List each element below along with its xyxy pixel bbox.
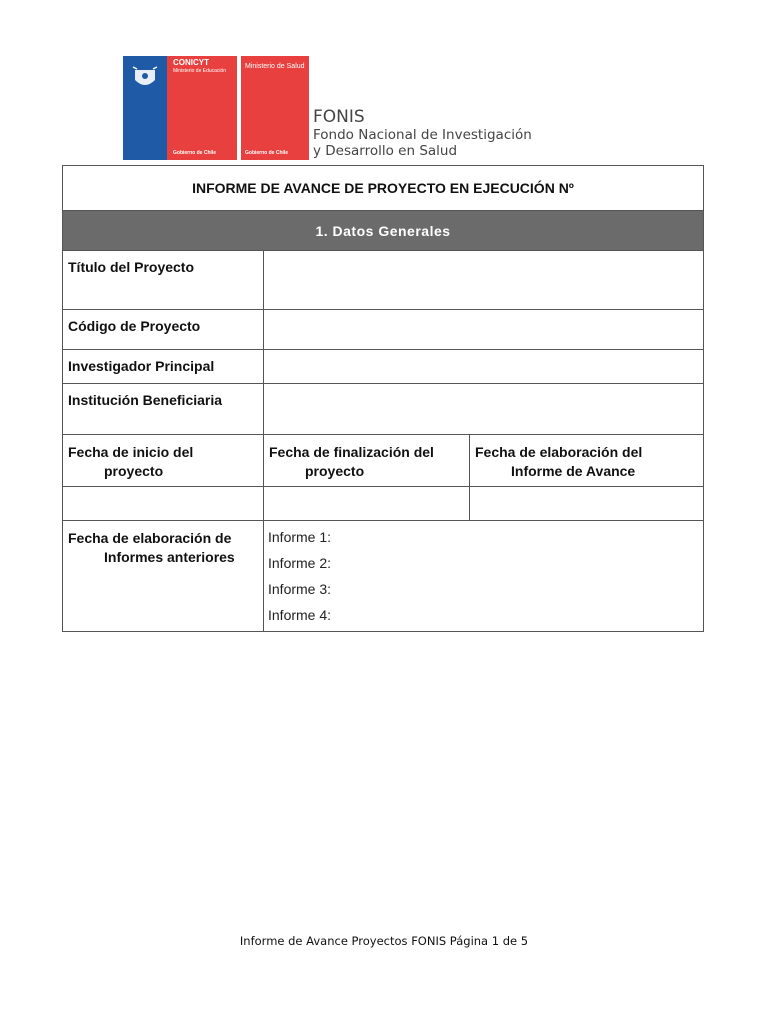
ministerio-salud-text: Ministerio de Salud	[245, 63, 305, 70]
ministerio-educacion-text: Ministerio de Educación	[173, 68, 227, 74]
fecha-fin-label-line2: proyecto	[305, 463, 365, 479]
codigo-field[interactable]	[264, 310, 704, 350]
titulo-label: Título del Proyecto	[63, 251, 264, 310]
ministerio-salud-logo	[241, 56, 309, 160]
fecha-elaboracion-field[interactable]	[470, 487, 704, 521]
informe-2: Informe 2:	[268, 555, 332, 571]
investigador-label: Investigador Principal	[63, 350, 264, 384]
informes-anteriores-label	[63, 521, 264, 632]
chile-coat-of-arms-icon	[131, 64, 159, 92]
fecha-elaboracion-label-line1: Fecha de elaboración del	[475, 444, 643, 460]
fecha-inicio-label-line2: proyecto	[104, 463, 164, 479]
gobierno-text-2: Gobierno de Chile	[245, 149, 289, 156]
investigador-field[interactable]	[264, 350, 704, 384]
conicyt-logo	[123, 56, 237, 160]
fecha-inicio-label-line1: Fecha de inicio del	[68, 444, 194, 460]
informe-3: Informe 3:	[268, 581, 332, 597]
informes-anteriores-field[interactable]	[264, 521, 704, 632]
fonis-subtitle-line2: y Desarrollo en Salud	[313, 143, 458, 159]
page-footer: Informe de Avance Proyectos FONIS Página 1 de 5	[239, 934, 529, 948]
fecha-fin-label	[264, 435, 470, 487]
fecha-elaboracion-label-line2: Informe de Avance	[511, 463, 636, 479]
datos-generales-form	[62, 165, 704, 632]
conicyt-text: CONICYT	[173, 58, 209, 67]
fecha-fin-label-line1: Fecha de finalización del	[269, 444, 434, 460]
informe-1: Informe 1:	[268, 529, 332, 545]
fecha-elaboracion-label	[470, 435, 704, 487]
fecha-inicio-label	[63, 435, 264, 487]
informe-4: Informe 4:	[268, 607, 332, 623]
fecha-fin-field[interactable]	[264, 487, 470, 521]
informes-anteriores-label-line2: Informes anteriores	[104, 549, 235, 565]
fonis-subtitle-line1: Fondo Nacional de Investigación	[313, 127, 532, 143]
fecha-inicio-field[interactable]	[63, 487, 264, 521]
form-title: INFORME DE AVANCE DE PROYECTO EN EJECUCIÓN Nº	[63, 166, 704, 211]
section-header: 1. Datos Generales	[63, 211, 704, 251]
gobierno-text-1: Gobierno de Chile	[173, 149, 217, 156]
institucion-field[interactable]	[264, 384, 704, 435]
informes-anteriores-label-line1: Fecha de elaboración de	[68, 530, 232, 546]
codigo-label: Código de Proyecto	[63, 310, 264, 350]
institucion-label: Institución Beneficiaria	[63, 384, 264, 435]
fonis-title: FONIS	[313, 107, 365, 127]
titulo-field[interactable]	[264, 251, 704, 310]
fonis-subtitle	[313, 127, 532, 159]
